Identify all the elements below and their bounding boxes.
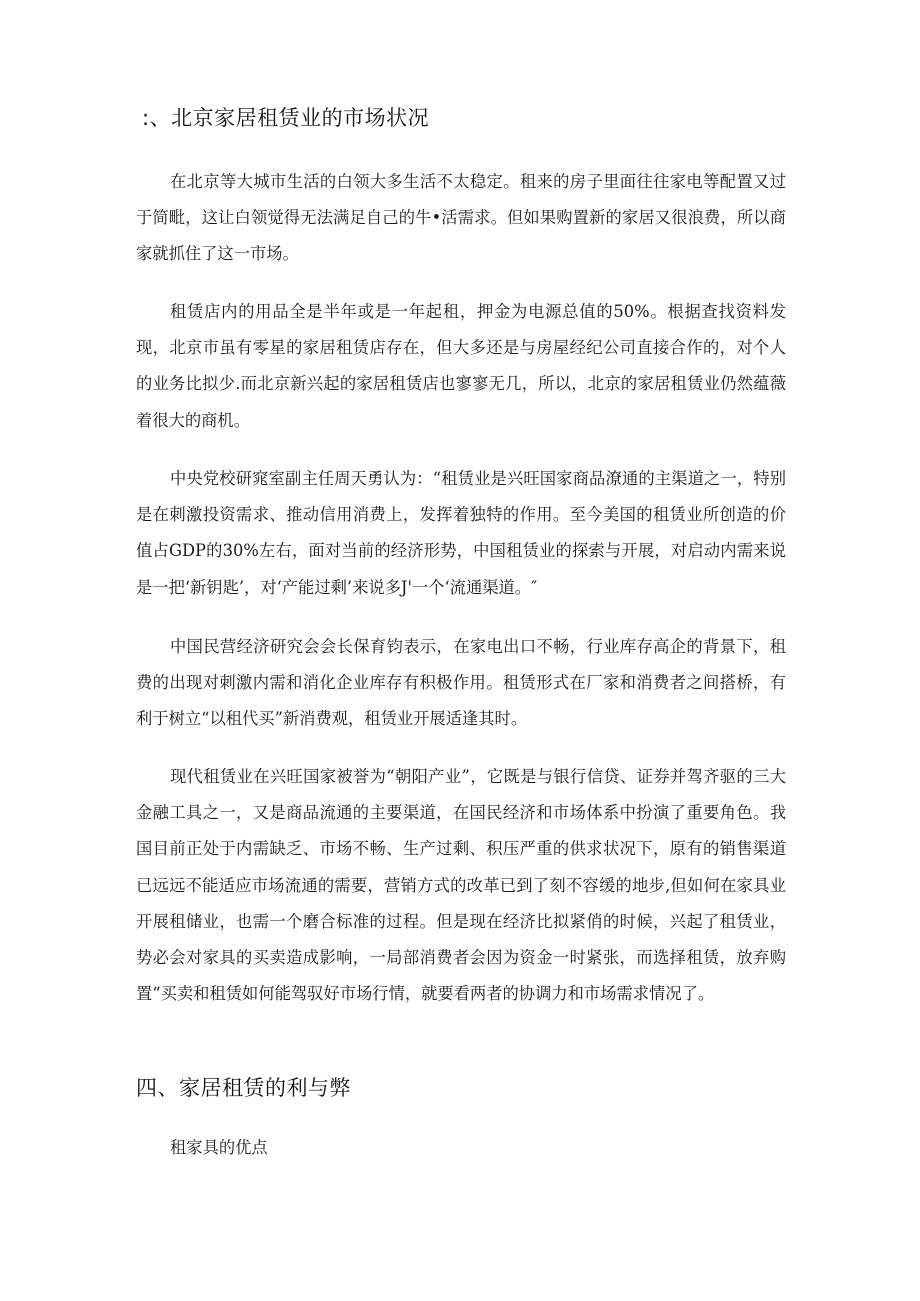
paragraph-rental-store-terms: 租赁店内的用品全是半年或是一年起租，押金为电源总值的50%。根据查找资料发现，北京市虽有零星的家居租赁店存在，但大多还是与房屋经纪公司直接合作的，对个人的业务比拟少.而北京新兴起的家居租赁店也寥寥无几，所以，北京的家居租赁业仍然蕴薇着很大的商机。 bbox=[136, 302, 786, 430]
section-three-heading: :、北京家居租赁业的市场状况 bbox=[142, 106, 430, 130]
paragraph-modern-leasing-industry: 现代租赁业在兴旺国家被誉为“朝阳产业”，它既是与银行信贷、证券并驾齐驱的三大金融工具之一，又是商品流通的主要渠道，在国民经济和市场体系中扮演了重要角色。我国目前正处于内需缺乏、市场不畅、生产过剩、积压严重的供求状况下，原有的销售渠道已远远不能适应市场流通的需要，营销方式的改革已到了刻不容缓的地步,但如何在家具业开展租储业，也需一个磨合标准的过程。但是现在经济比拟紧俏的时候，兴起了租赁业，势必会对家具的买卖造成影响，一局部消费者会因为资金一时紧张，而选择租赁，放弃购置“买卖和租赁如何能驾驭好市场行情，就要看两者的协调力和市场需求情况了。 bbox=[136, 767, 786, 1004]
section-four-heading: 四、家居租赁的利与弊 bbox=[136, 1076, 351, 1100]
paragraph-zhou-tianyong-quote: 中央党校研窕室副主任周天勇认为：“租赁业是兴旺国家商品潦通的主渠道之一，特别是在刺激投资需求、推动信用消费上，发挥着独特的作用。至今美国的租赁业所创造的价值占GDP的30%左右，面对当前的经济形势，中国租赁业的探索与开展，对启动内需来说是一把‘新钥匙’，对‘产能过剩’来说多J'一个‘流通渠道。″ bbox=[136, 469, 786, 597]
advantages-subheading: 租家具的优点 bbox=[170, 1138, 268, 1157]
paragraph-bao-yujun-statement: 中国民营经济研究会会长保育钧表示，在家电出口不畅，行业库存高企的背景下，租费的出现对刺激内需和消化企业库存有积极作用。租赁形式在厂家和消费者之间搭桥，有利于树立“以租代买”新消费观，租赁业开展适逢其时。 bbox=[136, 637, 786, 729]
paragraph-white-collar-life: 在北京等大城市生活的白领大多生活不太稳定。租来的房子里面往往家电等配置又过于简毗，这让白领觉得无法满足自己的牛•活需求。但如果购置新的家居又很浪费，所以商家就抓住了这一市场。 bbox=[136, 172, 786, 264]
